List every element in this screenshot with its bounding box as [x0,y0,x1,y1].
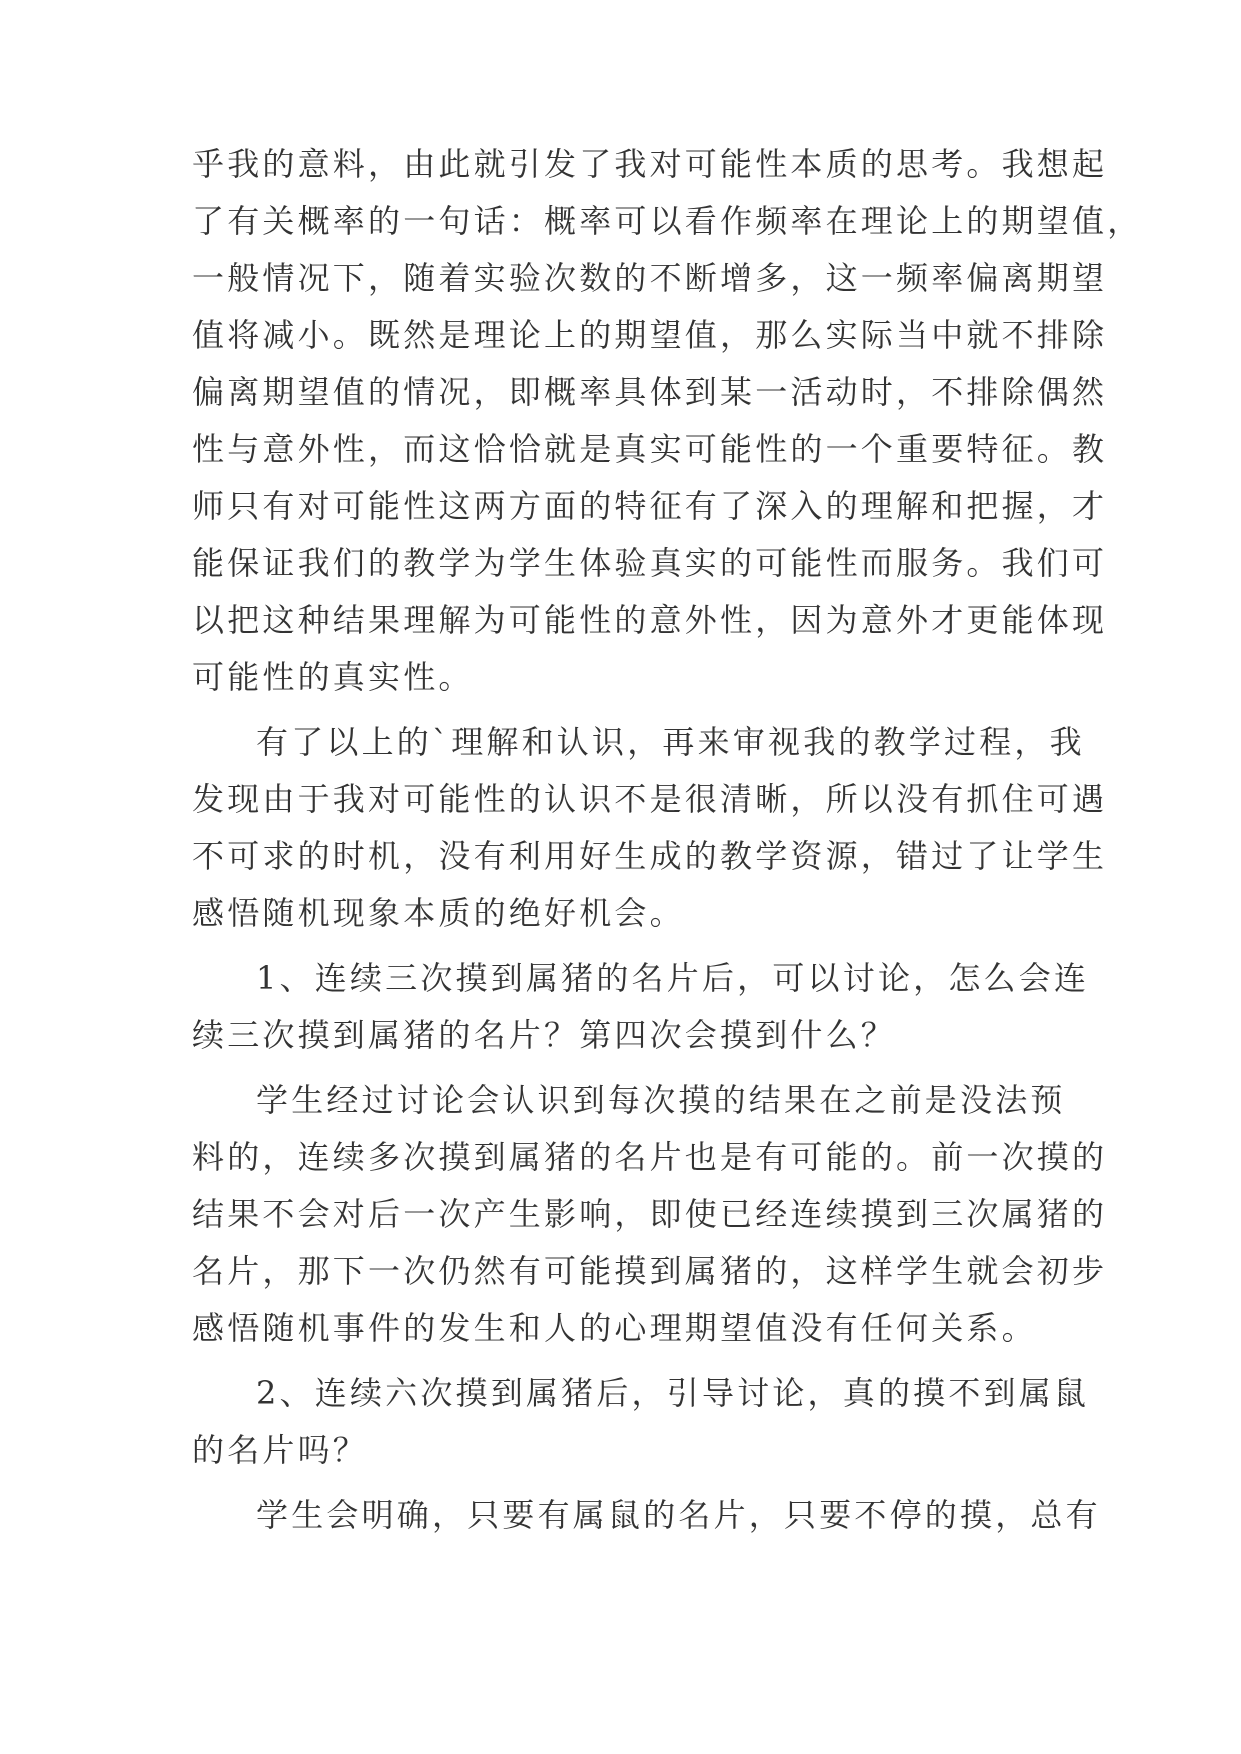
text-line: 不可求的时机，没有利用好生成的教学资源，错过了让学生 [192,837,1108,875]
text-line: 师只有对可能性这两方面的特征有了深入的理解和把握，才 [192,487,1108,525]
list-item-2: 2、连续六次摸到属猪后，引导讨论，真的摸不到属鼠 [256,1374,1090,1412]
text-line: 一般情况下，随着实验次数的不断增多，这一频率偏离期望 [192,259,1108,297]
list-item-1: 1、连续三次摸到属猪的名片后，可以讨论，怎么会连 [256,959,1090,997]
text-line: 料的，连续多次摸到属猪的名片也是有可能的。前一次摸的 [192,1138,1108,1176]
text-line: 乎我的意料，由此就引发了我对可能性本质的思考。我想起 [192,145,1108,183]
text-line: 性与意外性，而这恰恰就是真实可能性的一个重要特征。教 [192,430,1108,468]
paragraph-first-line: 学生会明确，只要有属鼠的名片，只要不停的摸，总有 [256,1496,1101,1534]
text-line: 结果不会对后一次产生影响，即使已经连续摸到三次属猪的 [192,1195,1108,1233]
text-line: 感悟随机现象本质的绝好机会。 [192,894,685,932]
text-line: 了有关概率的一句话：概率可以看作频率在理论上的期望值， [192,202,1143,240]
paragraph-first-line: 学生经过讨论会认识到每次摸的结果在之前是没法预 [256,1081,1066,1119]
text-line: 发现由于我对可能性的认识不是很清晰，所以没有抓住可遇 [192,780,1108,818]
text-line: 偏离期望值的情况，即概率具体到某一活动时，不排除偶然 [192,373,1108,411]
text-line: 能保证我们的教学为学生体验真实的可能性而服务。我们可 [192,544,1108,582]
text-line: 续三次摸到属猪的名片？第四次会摸到什么？ [192,1016,897,1054]
text-line: 值将减小。既然是理论上的期望值，那么实际当中就不排除 [192,316,1108,354]
text-line: 的名片吗？ [192,1431,369,1469]
paragraph-first-line: 有了以上的`理解和认识，再来审视我的教学过程，我 [256,723,1085,761]
text-line: 名片，那下一次仍然有可能摸到属猪的，这样学生就会初步 [192,1252,1108,1290]
text-line: 以把这种结果理解为可能性的意外性，因为意外才更能体现 [192,601,1108,639]
text-line: 可能性的真实性。 [192,658,474,696]
text-line: 感悟随机事件的发生和人的心理期望值没有任何关系。 [192,1309,1037,1347]
